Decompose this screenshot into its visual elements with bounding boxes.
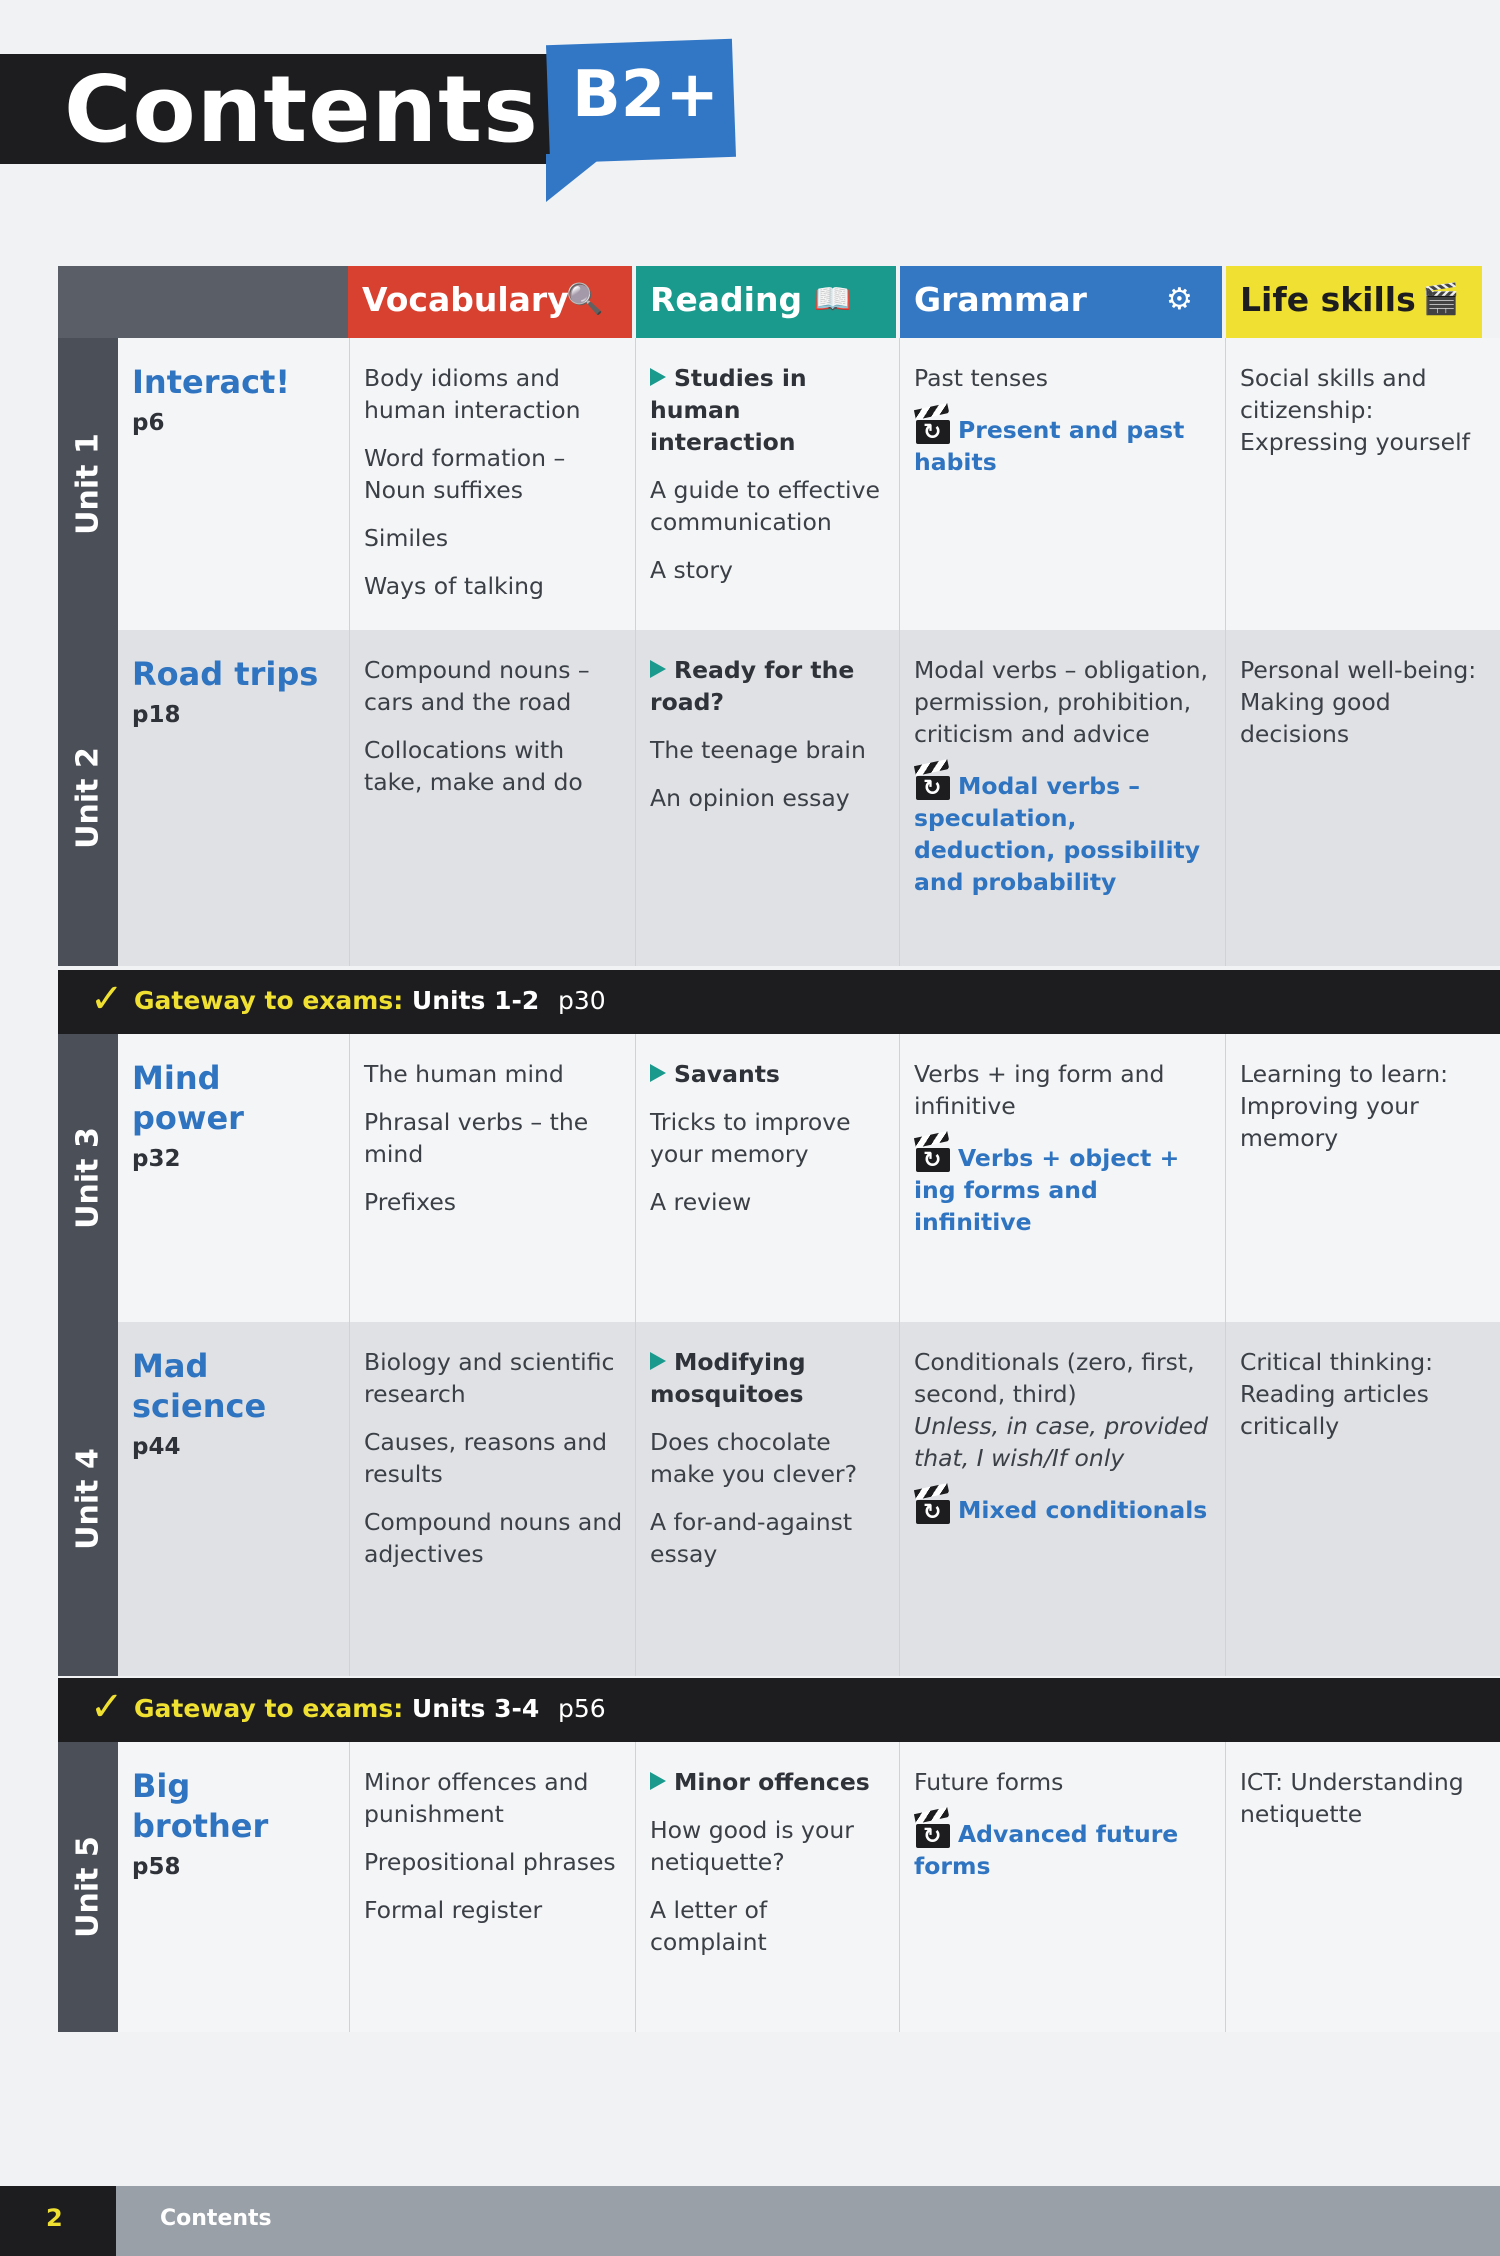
life-skills-cell bbox=[1226, 338, 1500, 630]
gear-icon: ⚙ bbox=[1166, 282, 1193, 317]
level-badge-tail bbox=[546, 154, 606, 202]
reading-video-item[interactable] bbox=[650, 1058, 887, 1090]
life-skills-item: Learning to learn: Improving your memory bbox=[1240, 1060, 1449, 1152]
grammar-video-item[interactable] bbox=[914, 410, 1213, 478]
reading-video-item[interactable] bbox=[650, 362, 887, 458]
grammar-cell bbox=[900, 1034, 1226, 1322]
grammar-video-item[interactable] bbox=[914, 1814, 1213, 1882]
grammar-video-label: Advanced future forms bbox=[914, 1820, 1179, 1880]
grammar-video-label: Mixed conditionals bbox=[958, 1496, 1208, 1524]
reading-video-label: Minor offences bbox=[674, 1768, 870, 1796]
unit-side-label bbox=[58, 630, 118, 966]
unit-page: p6 bbox=[132, 410, 165, 436]
page-number: 2 bbox=[46, 2204, 63, 2232]
unit-title[interactable]: Interact! bbox=[132, 363, 290, 401]
unit-row-3 bbox=[58, 1034, 1500, 1322]
life-skills-item: Personal well-being: Making good decisions bbox=[1240, 656, 1477, 748]
checkmark-icon: ✓ bbox=[90, 1684, 124, 1730]
reading-item: A story bbox=[650, 556, 733, 584]
reading-video-label: Studies in human interaction bbox=[650, 364, 807, 456]
reading-video-item[interactable] bbox=[650, 1346, 887, 1410]
reading-item: Tricks to improve your memory bbox=[650, 1108, 851, 1168]
vocabulary-cell bbox=[350, 1034, 636, 1322]
column-header-reading bbox=[636, 266, 896, 338]
vocabulary-cell bbox=[350, 630, 636, 966]
vocabulary-item: Minor offences and punishment bbox=[364, 1768, 589, 1828]
play-icon bbox=[650, 1772, 666, 1790]
grammar-video-label: Verbs + object + ing forms and infinitive bbox=[914, 1144, 1180, 1236]
unit-title-cell bbox=[118, 338, 350, 630]
gateway-units: Units 1-2 bbox=[411, 986, 540, 1015]
grammar-item: Modal verbs – obligation, permission, prohibition, criticism and advice bbox=[914, 656, 1209, 748]
reading-item: How good is your netiquette? bbox=[650, 1816, 854, 1876]
footer-label: Contents bbox=[160, 2206, 272, 2231]
vocabulary-item: Similes bbox=[364, 524, 449, 552]
reading-item: A review bbox=[650, 1188, 752, 1216]
life-skills-cell bbox=[1226, 1322, 1500, 1676]
reading-video-item[interactable] bbox=[650, 1766, 887, 1798]
life-skills-item: Critical thinking: Reading articles critically bbox=[1240, 1348, 1434, 1440]
gateway-label-text: Gateway to exams: bbox=[134, 1694, 404, 1723]
reading-video-label: Savants bbox=[674, 1060, 780, 1088]
vocabulary-item: Prefixes bbox=[364, 1188, 457, 1216]
life-skills-item: Social skills and citizenship: Expressing yourself bbox=[1240, 364, 1470, 456]
reading-item: The teenage brain bbox=[650, 736, 866, 764]
grammar-video-item[interactable] bbox=[914, 766, 1213, 898]
table-corner bbox=[58, 266, 348, 338]
vocabulary-item: Ways of talking bbox=[364, 572, 544, 600]
unit-row-4 bbox=[58, 1322, 1500, 1676]
unit-title-cell bbox=[118, 1034, 350, 1322]
unit-row-1 bbox=[58, 338, 1500, 630]
unit-side-label bbox=[58, 1742, 118, 2032]
column-label-grammar: Grammar bbox=[914, 280, 1087, 319]
unit-title[interactable]: Road trips bbox=[132, 655, 319, 693]
life-skills-cell bbox=[1226, 1034, 1500, 1322]
grammar-item: Verbs + ing form and infinitive bbox=[914, 1060, 1165, 1120]
gateway-label bbox=[134, 986, 539, 1015]
reading-video-item[interactable] bbox=[650, 654, 887, 718]
unit-label: Unit 4 bbox=[70, 1448, 106, 1550]
play-icon bbox=[650, 1064, 666, 1082]
reading-cell bbox=[636, 338, 900, 630]
gateway-page: p30 bbox=[558, 986, 606, 1015]
life-skills-cell bbox=[1226, 630, 1500, 966]
column-label-vocabulary: Vocabulary bbox=[362, 280, 569, 319]
grammar-video-item[interactable] bbox=[914, 1490, 1213, 1526]
unit-label: Unit 2 bbox=[70, 747, 106, 849]
grammar-cell bbox=[900, 1742, 1226, 2032]
grammar-video-label: Modal verbs – speculation, deduction, possibility and probability bbox=[914, 772, 1201, 896]
reading-cell bbox=[636, 1034, 900, 1322]
unit-title[interactable]: Mind power bbox=[132, 1059, 244, 1137]
flipped-classroom-video-icon bbox=[914, 766, 952, 800]
flipped-classroom-video-icon bbox=[914, 1814, 952, 1848]
unit-row-5 bbox=[58, 1742, 1500, 2032]
vocabulary-cell bbox=[350, 338, 636, 630]
grammar-video-label: Present and past habits bbox=[914, 416, 1185, 476]
grammar-cell bbox=[900, 630, 1226, 966]
checkmark-icon: ✓ bbox=[90, 976, 124, 1022]
unit-side-label bbox=[58, 1034, 118, 1322]
unit-page: p18 bbox=[132, 702, 181, 728]
gateway-banner-2[interactable] bbox=[58, 1678, 1500, 1742]
column-label-reading: Reading bbox=[650, 280, 803, 319]
book-icon: 📖 bbox=[814, 282, 852, 317]
unit-title-cell bbox=[118, 630, 350, 966]
column-header-vocabulary bbox=[348, 266, 632, 338]
clapperboard-icon: 🎬 bbox=[1422, 282, 1460, 317]
vocabulary-item: Causes, reasons and results bbox=[364, 1428, 608, 1488]
vocabulary-item: Prepositional phrases bbox=[364, 1848, 616, 1876]
gateway-banner-1[interactable] bbox=[58, 970, 1500, 1034]
reading-item: A letter of complaint bbox=[650, 1896, 768, 1956]
unit-label: Unit 1 bbox=[70, 433, 106, 535]
vocabulary-item: Word formation – Noun suffixes bbox=[364, 444, 566, 504]
page-title: Contents bbox=[64, 56, 539, 163]
grammar-cell bbox=[900, 1322, 1226, 1676]
vocabulary-item: Collocations with take, make and do bbox=[364, 736, 583, 796]
unit-label: Unit 5 bbox=[70, 1836, 106, 1938]
life-skills-item: ICT: Understanding netiquette bbox=[1240, 1768, 1464, 1828]
vocabulary-item: Body idioms and human interaction bbox=[364, 364, 581, 424]
reading-item: An opinion essay bbox=[650, 784, 850, 812]
grammar-video-item[interactable] bbox=[914, 1138, 1213, 1238]
column-header-grammar bbox=[900, 266, 1222, 338]
reading-item: A guide to effective communication bbox=[650, 476, 880, 536]
reading-item: Does chocolate make you clever? bbox=[650, 1428, 858, 1488]
gateway-units: Units 3-4 bbox=[411, 1694, 540, 1723]
gateway-label bbox=[134, 1694, 539, 1723]
unit-title[interactable]: Mad science bbox=[132, 1347, 267, 1425]
vocabulary-item: The human mind bbox=[364, 1060, 564, 1088]
flipped-classroom-video-icon bbox=[914, 1138, 952, 1172]
play-icon bbox=[650, 368, 666, 386]
flipped-classroom-video-icon bbox=[914, 410, 952, 444]
reading-cell bbox=[636, 1742, 900, 2032]
unit-title-cell bbox=[118, 1742, 350, 2032]
vocabulary-item: Biology and scientific research bbox=[364, 1348, 615, 1408]
grammar-item: Conditionals (zero, first, second, third) bbox=[914, 1348, 1195, 1408]
unit-label: Unit 3 bbox=[70, 1127, 106, 1229]
grammar-cell bbox=[900, 338, 1226, 630]
magnifier-icon: 🔍 bbox=[566, 282, 604, 317]
grammar-item: Past tenses bbox=[914, 364, 1048, 392]
unit-side-label bbox=[58, 1322, 118, 1676]
reading-cell bbox=[636, 630, 900, 966]
unit-side-label bbox=[58, 338, 118, 630]
reading-video-label: Modifying mosquitoes bbox=[650, 1348, 806, 1408]
vocabulary-cell bbox=[350, 1322, 636, 1676]
vocabulary-cell bbox=[350, 1742, 636, 2032]
gateway-page: p56 bbox=[558, 1694, 606, 1723]
vocabulary-item: Compound nouns – cars and the road bbox=[364, 656, 590, 716]
level-label: B2+ bbox=[572, 58, 719, 132]
unit-page: p44 bbox=[132, 1434, 181, 1460]
play-icon bbox=[650, 1352, 666, 1370]
vocabulary-item: Formal register bbox=[364, 1896, 543, 1924]
flipped-classroom-video-icon bbox=[914, 1490, 952, 1524]
column-label-life-skills: Life skills bbox=[1240, 280, 1416, 319]
grammar-item: Future forms bbox=[914, 1768, 1064, 1796]
life-skills-cell bbox=[1226, 1742, 1500, 2032]
reading-video-label: Ready for the road? bbox=[650, 656, 855, 716]
reading-cell bbox=[636, 1322, 900, 1676]
unit-row-2 bbox=[58, 630, 1500, 966]
vocabulary-item: Compound nouns and adjectives bbox=[364, 1508, 623, 1568]
reading-item: A for-and-against essay bbox=[650, 1508, 853, 1568]
gateway-label-text: Gateway to exams: bbox=[134, 986, 404, 1015]
unit-title[interactable]: Big brother bbox=[132, 1767, 269, 1845]
unit-title-cell bbox=[118, 1322, 350, 1676]
unit-page: p32 bbox=[132, 1146, 181, 1172]
vocabulary-item: Phrasal verbs – the mind bbox=[364, 1108, 589, 1168]
unit-page: p58 bbox=[132, 1854, 181, 1880]
play-icon bbox=[650, 660, 666, 678]
grammar-item: Unless, in case, provided that, I wish/If only bbox=[914, 1412, 1209, 1472]
column-header-life-skills bbox=[1226, 266, 1482, 338]
